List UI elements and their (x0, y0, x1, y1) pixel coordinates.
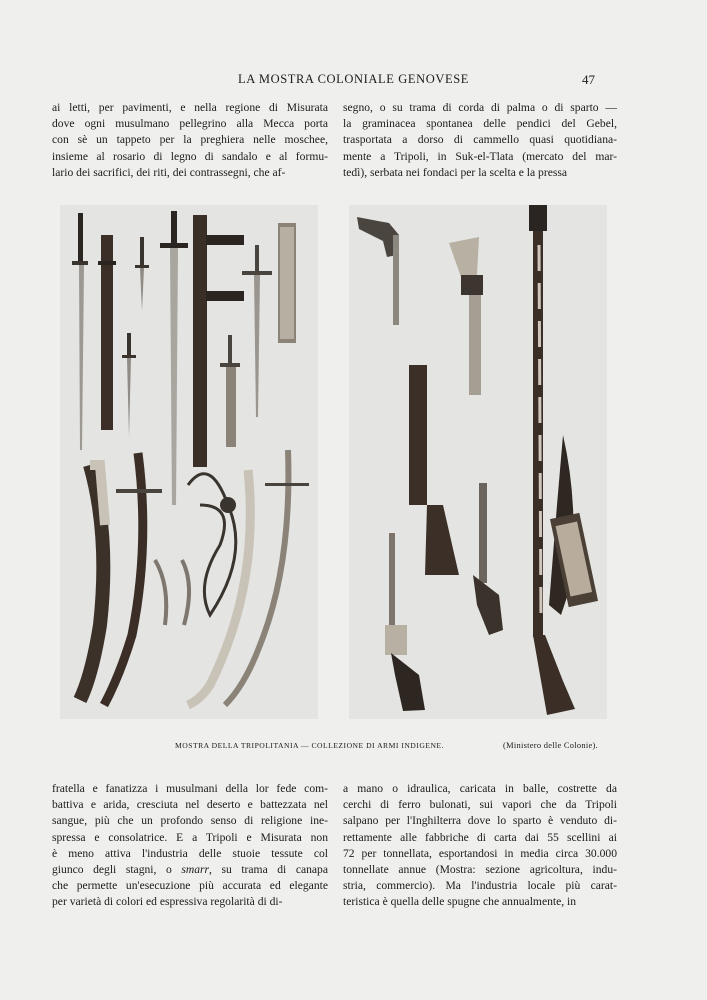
photo-swords-daggers (60, 205, 318, 719)
text-line: che permette un'esecuzione più accurata ed elegante (52, 879, 328, 893)
text-line: 72 per tonnellata, esportandosi in media circa 30.000 (343, 846, 617, 860)
text-column-top-right (343, 100, 617, 181)
text-line: battiva e arida, cresciuta nel deserto e battezzata nel (52, 798, 328, 812)
text-line: ai letti, per pavimenti, e nella regione di Misurata (52, 101, 328, 114)
text-line: lario dei sacrifici, dei riti, dei contrassegni, che af- (52, 165, 286, 179)
text-line: insieme al rosario di legno di sandalo e al formu- (52, 149, 328, 163)
running-header: LA MOSTRA COLONIALE GENOVESE (237, 72, 470, 86)
text-line: mente a Tripoli, in Suk-el-Tlata (mercato del mar- (343, 149, 617, 163)
text-line: stria, commercio). Ma l'industria locale più carat- (343, 879, 617, 893)
page-number: 47 (582, 72, 595, 87)
text-line: segno, o su trama di corda di palma o di sparto — (343, 101, 617, 114)
text-line: rettamente alle fabbriche di carta dai 55 scellini ai (343, 830, 617, 844)
swords-illustration (60, 205, 318, 719)
figure-caption: MOSTRA DELLA TRIPOLITANIA — COLLEZIONE DI ARMI INDIGENE. (175, 741, 444, 750)
text-line: teristica è quella delle spugne che annualmente, in (343, 895, 577, 909)
text-line: cerchi di ferro bulonati, sui vapori che da Tripoli (343, 798, 617, 812)
text-line: salpano per l'Inghilterra dove lo sparto è venduto di- (343, 814, 617, 828)
text-column-bottom-left (52, 781, 328, 911)
text-line: con sè un tappeto per la preghiera nelle moschee, (52, 133, 328, 147)
figure-credit: (Ministero delle Colonie). (503, 741, 599, 750)
text-line: per varietà di colori ed espressiva regolarità di di- (52, 895, 283, 909)
text-line: fratella e fanatizza i musulmani della lor fede com- (52, 782, 328, 795)
text-column-top-left (52, 100, 328, 181)
photo-firearms (349, 205, 607, 719)
text-line: trasportata a dorso di cammello quasi quotidiana- (343, 133, 617, 147)
text-line: giunco degli stagni, o smarr, su trama di canapa (52, 863, 328, 877)
text-column-bottom-right (343, 781, 617, 911)
text-line: a mano o idraulica, caricata in balle, costrette da (343, 782, 617, 795)
text-line: tedì), serbata nei fondaci per la scelta e la pressa (343, 165, 568, 179)
text-line: tonnellate annue (Mostra: sezione agricoltura, indu- (343, 863, 617, 877)
text-line: spressa e consolatrice. E a Tripoli e Misurata non (52, 830, 328, 844)
text-line: è meno attiva l'industria delle stuoie tessute col (52, 846, 328, 860)
firearms-illustration (349, 205, 607, 719)
text-line: la graminacea spontanea delle pendici del Gebel, (343, 117, 617, 131)
text-line: dove ogni musulmano pellegrino alla Mecca porta (52, 117, 328, 131)
text-line: sangue, più che un profondo senso di religione ine- (52, 814, 328, 828)
